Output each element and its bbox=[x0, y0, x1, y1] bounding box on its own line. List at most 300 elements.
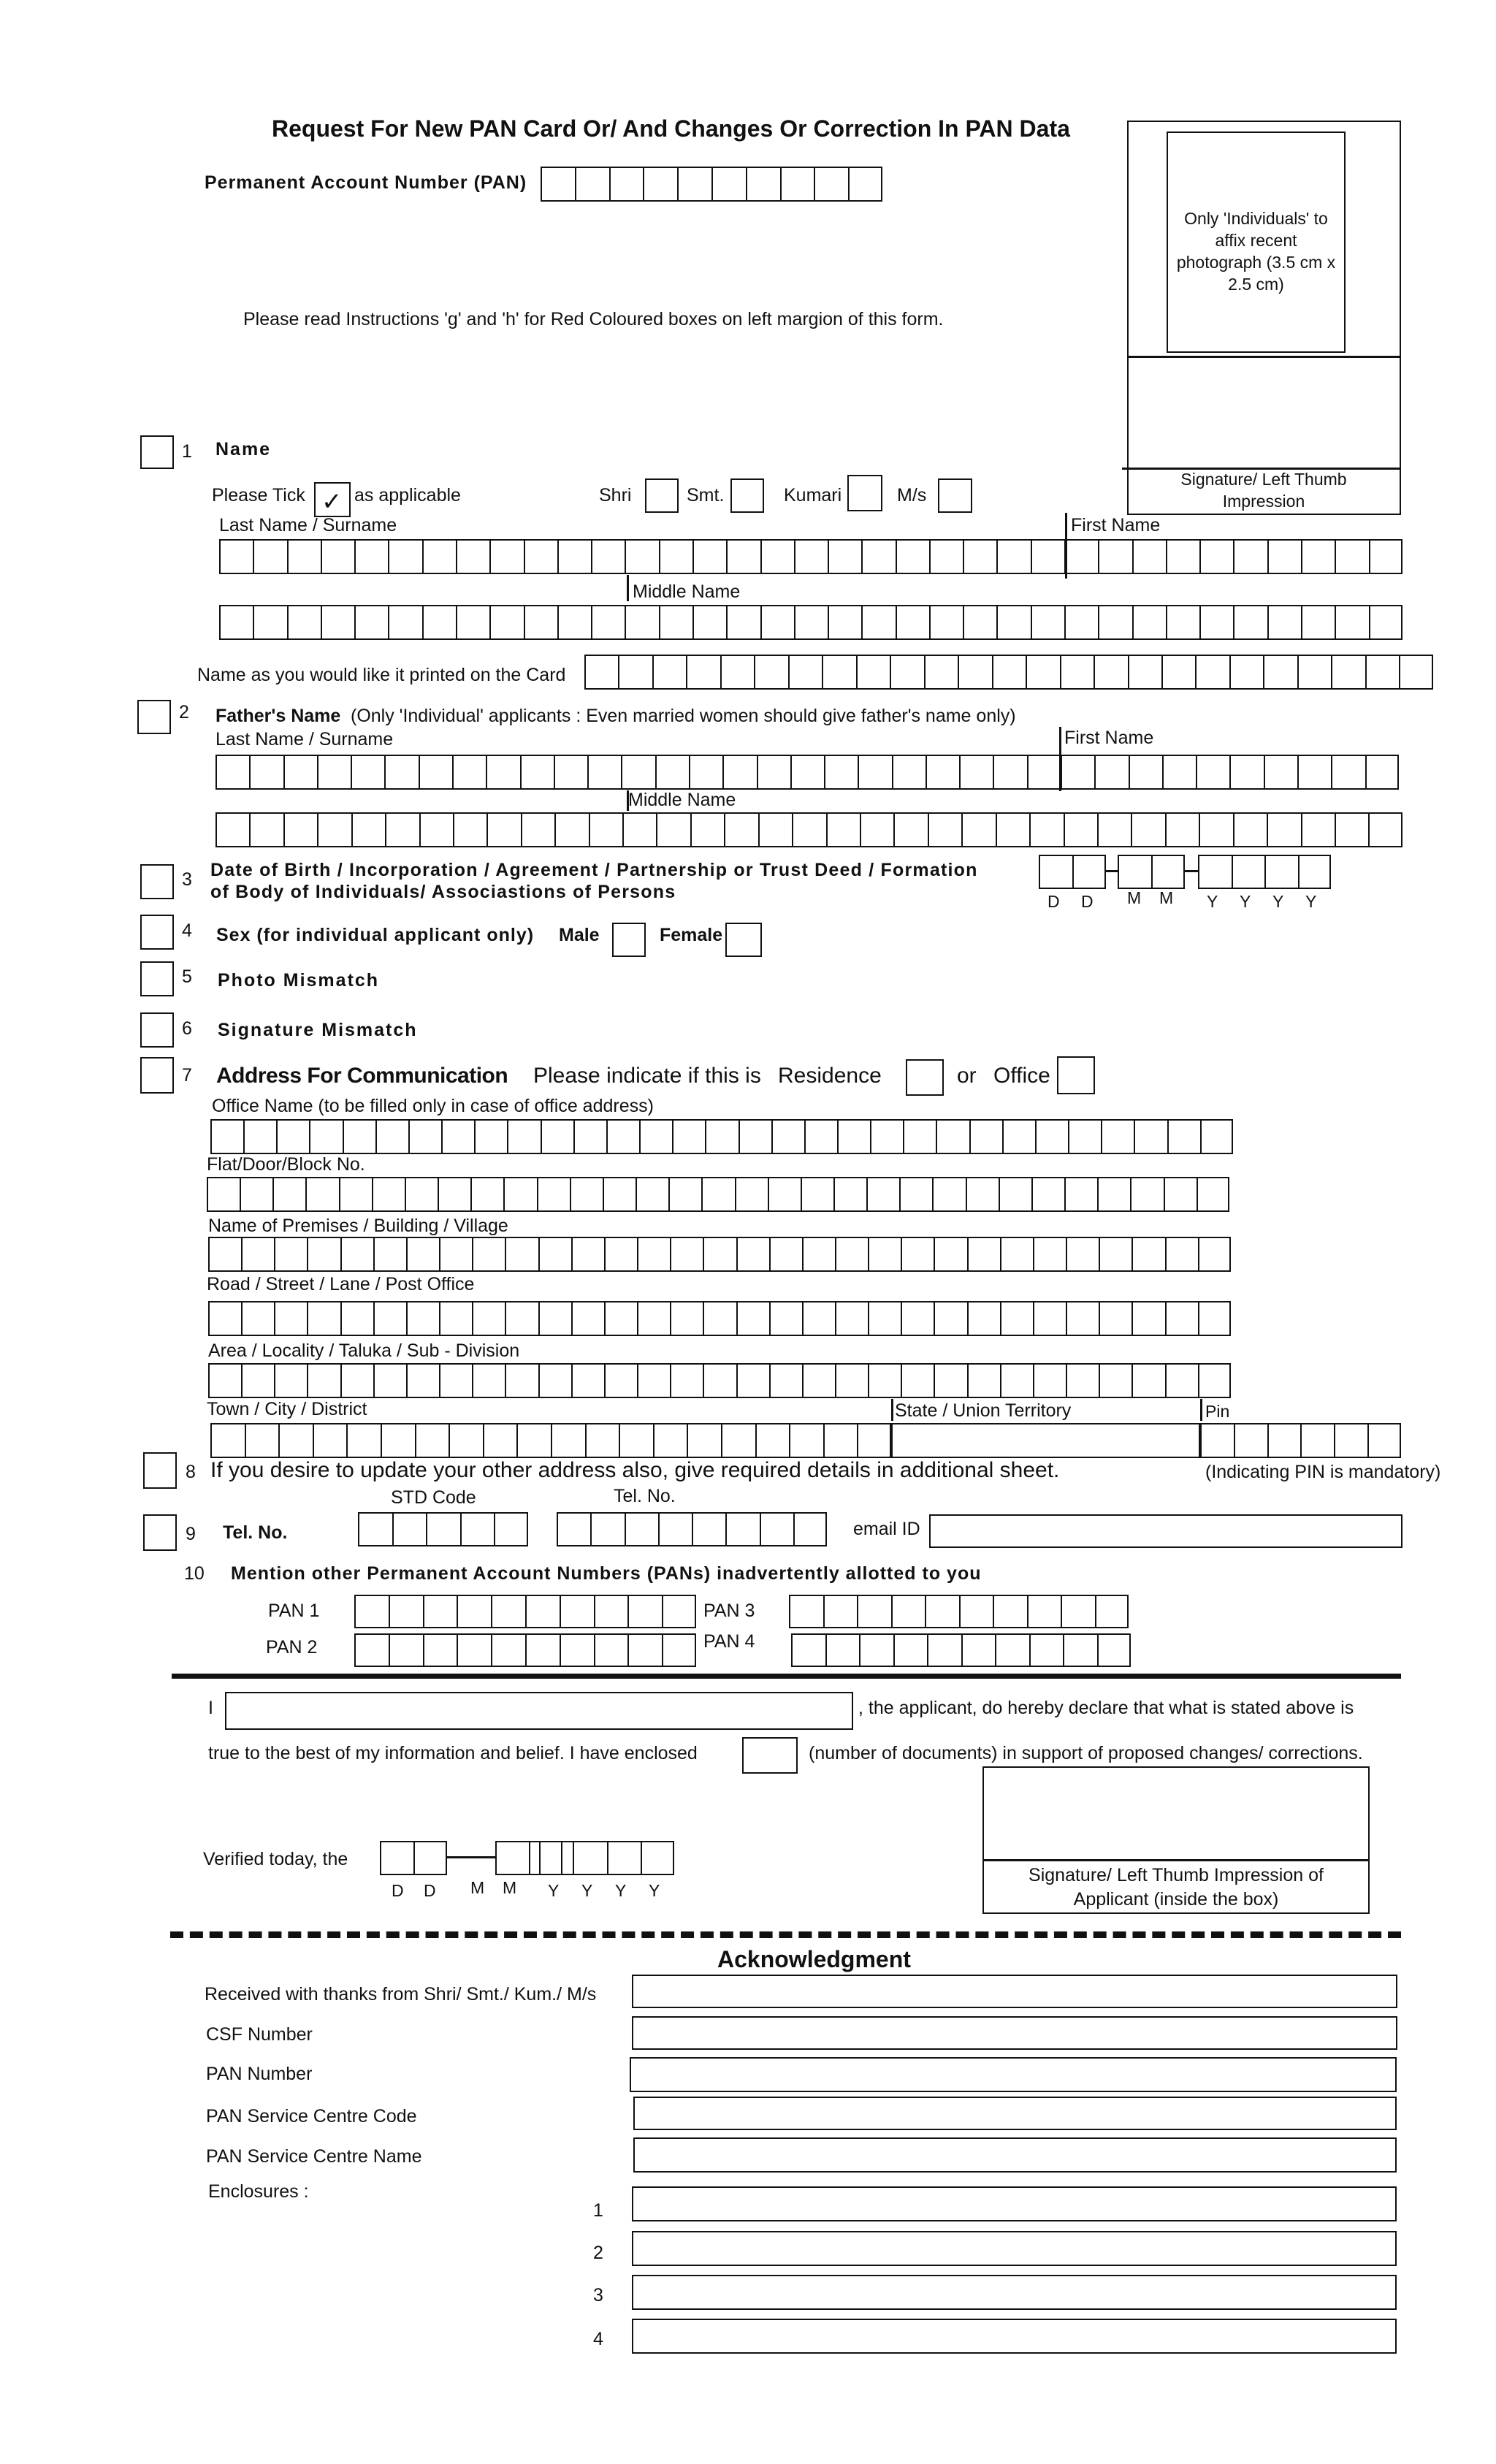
office-name-grid-cell[interactable] bbox=[210, 1119, 243, 1154]
office-name-grid-cell[interactable] bbox=[243, 1119, 276, 1154]
area-grid-cell[interactable] bbox=[538, 1363, 571, 1398]
pan-4-grid-cell[interactable] bbox=[859, 1633, 893, 1667]
pan-2-grid-cell[interactable] bbox=[627, 1633, 662, 1667]
flat-grid[interactable] bbox=[207, 1177, 1229, 1212]
area-grid-cell[interactable] bbox=[307, 1363, 340, 1398]
pin-grid[interactable] bbox=[1200, 1423, 1401, 1458]
office-name-grid-cell[interactable] bbox=[441, 1119, 474, 1154]
name-row-1-grid-cell[interactable] bbox=[896, 539, 929, 574]
father-name-row-1-grid-cell[interactable] bbox=[892, 755, 926, 790]
pan-3-grid-cell[interactable] bbox=[993, 1595, 1027, 1628]
town-grid-cell[interactable] bbox=[278, 1423, 313, 1458]
name-row-2-grid-cell[interactable] bbox=[692, 605, 726, 640]
premises-grid-cell[interactable] bbox=[241, 1237, 274, 1272]
town-grid-cell[interactable] bbox=[823, 1423, 858, 1458]
pan-3-grid-cell[interactable] bbox=[1061, 1595, 1095, 1628]
name-row-1-grid-cell[interactable] bbox=[321, 539, 354, 574]
area-grid-cell[interactable] bbox=[505, 1363, 538, 1398]
name-row-2-grid-cell[interactable] bbox=[996, 605, 1030, 640]
name-row-2-grid-cell[interactable] bbox=[489, 605, 523, 640]
name-row-2-grid-cell[interactable] bbox=[896, 605, 929, 640]
pan-input-grid-cell[interactable] bbox=[575, 167, 609, 202]
residence-checkbox[interactable] bbox=[906, 1059, 944, 1096]
flat-grid-cell[interactable] bbox=[207, 1177, 240, 1212]
tel-number-grid-cell[interactable] bbox=[725, 1512, 759, 1546]
premises-grid-cell[interactable] bbox=[1066, 1237, 1099, 1272]
flat-grid-cell[interactable] bbox=[603, 1177, 636, 1212]
pan-3-grid-cell[interactable] bbox=[857, 1595, 891, 1628]
father-name-row-1-grid[interactable] bbox=[215, 755, 1399, 790]
father-name-row-2-grid-cell[interactable] bbox=[1131, 812, 1164, 847]
std-code-grid-cell[interactable] bbox=[358, 1512, 392, 1546]
town-grid-cell[interactable] bbox=[415, 1423, 449, 1458]
road-grid-cell[interactable] bbox=[1099, 1301, 1131, 1336]
printed-name-grid-cell[interactable] bbox=[924, 655, 958, 690]
town-grid-cell[interactable] bbox=[483, 1423, 517, 1458]
father-name-row-2-grid-cell[interactable] bbox=[1064, 812, 1097, 847]
pan-input-grid-cell[interactable] bbox=[711, 167, 746, 202]
road-grid-cell[interactable] bbox=[802, 1301, 835, 1336]
name-row-1-grid-cell[interactable] bbox=[591, 539, 625, 574]
name-row-2-grid-cell[interactable] bbox=[524, 605, 557, 640]
office-name-grid-cell[interactable] bbox=[1167, 1119, 1200, 1154]
area-grid-cell[interactable] bbox=[835, 1363, 868, 1398]
flat-grid-cell[interactable] bbox=[899, 1177, 932, 1212]
road-grid-cell[interactable] bbox=[703, 1301, 736, 1336]
pan-2-grid-cell[interactable] bbox=[560, 1633, 594, 1667]
printed-name-grid-cell[interactable] bbox=[992, 655, 1026, 690]
printed-name-grid-cell[interactable] bbox=[1026, 655, 1059, 690]
dob-year-grid-cell[interactable] bbox=[1264, 855, 1298, 889]
printed-name-grid-cell[interactable] bbox=[1161, 655, 1195, 690]
printed-name-grid-cell[interactable] bbox=[1297, 655, 1331, 690]
verified-day-grid[interactable] bbox=[380, 1841, 447, 1875]
name-row-2-grid-cell[interactable] bbox=[1064, 605, 1098, 640]
road-grid-cell[interactable] bbox=[1000, 1301, 1033, 1336]
name-row-1-grid-cell[interactable] bbox=[287, 539, 321, 574]
name-row-2-grid[interactable] bbox=[219, 605, 1402, 640]
name-row-2-grid-cell[interactable] bbox=[219, 605, 253, 640]
pan-input-grid[interactable] bbox=[541, 167, 882, 202]
father-name-row-2-grid-cell[interactable] bbox=[249, 812, 283, 847]
flat-grid-cell[interactable] bbox=[833, 1177, 866, 1212]
pin-grid-cell[interactable] bbox=[1234, 1423, 1267, 1458]
pan-1-grid-cell[interactable] bbox=[525, 1595, 560, 1628]
pan-2-grid-cell[interactable] bbox=[423, 1633, 457, 1667]
name-row-1-grid[interactable] bbox=[219, 539, 1402, 574]
office-name-grid-cell[interactable] bbox=[936, 1119, 969, 1154]
female-checkbox[interactable] bbox=[725, 923, 762, 957]
father-name-row-2-grid-cell[interactable] bbox=[1301, 812, 1335, 847]
enclosure-3-input[interactable] bbox=[632, 2275, 1397, 2310]
town-grid-cell[interactable] bbox=[585, 1423, 619, 1458]
pan-1-grid-cell[interactable] bbox=[491, 1595, 525, 1628]
name-row-1-grid-cell[interactable] bbox=[794, 539, 828, 574]
printed-name-grid-cell[interactable] bbox=[1128, 655, 1161, 690]
printed-name-grid-cell[interactable] bbox=[618, 655, 652, 690]
pan-1-grid-cell[interactable] bbox=[627, 1595, 662, 1628]
tel-number-grid-cell[interactable] bbox=[793, 1512, 827, 1546]
office-name-grid-cell[interactable] bbox=[1101, 1119, 1134, 1154]
premises-grid-cell[interactable] bbox=[472, 1237, 505, 1272]
road-grid-cell[interactable] bbox=[472, 1301, 505, 1336]
pan-4-grid[interactable] bbox=[791, 1633, 1131, 1667]
town-grid-cell[interactable] bbox=[381, 1423, 415, 1458]
premises-grid-cell[interactable] bbox=[1131, 1237, 1164, 1272]
father-name-row-1-grid-cell[interactable] bbox=[452, 755, 486, 790]
area-grid-cell[interactable] bbox=[637, 1363, 670, 1398]
flat-grid-cell[interactable] bbox=[768, 1177, 801, 1212]
road-grid-cell[interactable] bbox=[637, 1301, 670, 1336]
flat-grid-cell[interactable] bbox=[932, 1177, 965, 1212]
printed-name-grid-cell[interactable] bbox=[686, 655, 720, 690]
town-grid-cell[interactable] bbox=[687, 1423, 721, 1458]
name-row-1-grid-cell[interactable] bbox=[625, 539, 658, 574]
flat-grid-cell[interactable] bbox=[1197, 1177, 1229, 1212]
office-name-grid-cell[interactable] bbox=[1068, 1119, 1101, 1154]
father-name-row-2-grid-cell[interactable] bbox=[656, 812, 690, 847]
dob-year-grid-cell[interactable] bbox=[1298, 855, 1332, 889]
name-row-2-grid-cell[interactable] bbox=[253, 605, 286, 640]
father-name-row-2-grid[interactable] bbox=[215, 812, 1402, 847]
printed-name-grid-cell[interactable] bbox=[856, 655, 890, 690]
premises-grid-cell[interactable] bbox=[637, 1237, 670, 1272]
road-grid-cell[interactable] bbox=[967, 1301, 1000, 1336]
father-name-row-2-grid-cell[interactable] bbox=[826, 812, 860, 847]
pan-2-grid-cell[interactable] bbox=[389, 1633, 423, 1667]
father-name-row-2-grid-cell[interactable] bbox=[1335, 812, 1368, 847]
area-grid-cell[interactable] bbox=[901, 1363, 934, 1398]
pan-1-grid-cell[interactable] bbox=[354, 1595, 389, 1628]
road-grid-cell[interactable] bbox=[769, 1301, 802, 1336]
pin-grid-cell[interactable] bbox=[1267, 1423, 1301, 1458]
area-grid-cell[interactable] bbox=[604, 1363, 637, 1398]
office-name-grid[interactable] bbox=[210, 1119, 1233, 1154]
name-row-1-grid-cell[interactable] bbox=[659, 539, 692, 574]
father-name-row-1-grid-cell[interactable] bbox=[621, 755, 654, 790]
area-grid-cell[interactable] bbox=[769, 1363, 802, 1398]
road-grid-cell[interactable] bbox=[1165, 1301, 1198, 1336]
premises-grid-cell[interactable] bbox=[505, 1237, 538, 1272]
father-name-row-1-grid-cell[interactable] bbox=[486, 755, 519, 790]
name-row-1-grid-cell[interactable] bbox=[524, 539, 557, 574]
flat-grid-cell[interactable] bbox=[339, 1177, 372, 1212]
father-name-row-1-grid-cell[interactable] bbox=[959, 755, 993, 790]
dob-day-grid-cell[interactable] bbox=[1039, 855, 1072, 889]
father-name-row-1-grid-cell[interactable] bbox=[1331, 755, 1365, 790]
flat-grid-cell[interactable] bbox=[305, 1177, 338, 1212]
printed-name-grid-cell[interactable] bbox=[890, 655, 923, 690]
premises-grid-cell[interactable] bbox=[901, 1237, 934, 1272]
centre-name-input[interactable] bbox=[633, 2137, 1397, 2173]
pan-3-grid-cell[interactable] bbox=[823, 1595, 858, 1628]
name-row-2-grid-cell[interactable] bbox=[321, 605, 354, 640]
premises-grid-cell[interactable] bbox=[967, 1237, 1000, 1272]
road-grid-cell[interactable] bbox=[439, 1301, 472, 1336]
verified-year-grid-cell[interactable] bbox=[607, 1841, 641, 1875]
flat-grid-cell[interactable] bbox=[503, 1177, 536, 1212]
premises-grid-cell[interactable] bbox=[604, 1237, 637, 1272]
pan-2-grid-cell[interactable] bbox=[525, 1633, 560, 1667]
pan-input-grid-cell[interactable] bbox=[848, 167, 882, 202]
declarant-name-input[interactable] bbox=[225, 1692, 853, 1730]
office-name-grid-cell[interactable] bbox=[969, 1119, 1002, 1154]
name-row-2-grid-cell[interactable] bbox=[963, 605, 996, 640]
pan-3-grid-cell[interactable] bbox=[959, 1595, 993, 1628]
office-name-grid-cell[interactable] bbox=[837, 1119, 870, 1154]
pan-4-grid-cell[interactable] bbox=[825, 1633, 860, 1667]
father-name-row-2-grid-cell[interactable] bbox=[283, 812, 317, 847]
area-grid-cell[interactable] bbox=[802, 1363, 835, 1398]
office-name-grid-cell[interactable] bbox=[771, 1119, 804, 1154]
name-row-1-grid-cell[interactable] bbox=[388, 539, 421, 574]
name-row-2-grid-cell[interactable] bbox=[388, 605, 421, 640]
father-name-row-1-grid-cell[interactable] bbox=[757, 755, 790, 790]
premises-grid-cell[interactable] bbox=[703, 1237, 736, 1272]
office-name-grid-cell[interactable] bbox=[903, 1119, 936, 1154]
town-grid-cell[interactable] bbox=[857, 1423, 891, 1458]
road-grid-cell[interactable] bbox=[241, 1301, 274, 1336]
std-code-grid-cell[interactable] bbox=[494, 1512, 528, 1546]
road-grid-cell[interactable] bbox=[571, 1301, 604, 1336]
name-row-2-grid-cell[interactable] bbox=[1166, 605, 1199, 640]
printed-name-grid[interactable] bbox=[584, 655, 1433, 690]
father-name-row-2-grid-cell[interactable] bbox=[486, 812, 520, 847]
premises-grid-cell[interactable] bbox=[802, 1237, 835, 1272]
dob-month-grid-cell[interactable] bbox=[1151, 855, 1185, 889]
flat-grid-cell[interactable] bbox=[470, 1177, 503, 1212]
pan-3-grid-cell[interactable] bbox=[891, 1595, 926, 1628]
name-row-2-grid-cell[interactable] bbox=[1369, 605, 1402, 640]
printed-name-grid-cell[interactable] bbox=[1263, 655, 1297, 690]
father-name-row-1-grid-cell[interactable] bbox=[283, 755, 317, 790]
father-name-row-2-grid-cell[interactable] bbox=[419, 812, 453, 847]
office-name-grid-cell[interactable] bbox=[804, 1119, 837, 1154]
father-name-row-1-grid-cell[interactable] bbox=[655, 755, 689, 790]
pan-2-grid-cell[interactable] bbox=[662, 1633, 696, 1667]
area-grid[interactable] bbox=[208, 1363, 1231, 1398]
office-name-grid-cell[interactable] bbox=[1134, 1119, 1167, 1154]
flat-grid-cell[interactable] bbox=[735, 1177, 768, 1212]
road-grid[interactable] bbox=[208, 1301, 1231, 1336]
father-name-row-1-grid-cell[interactable] bbox=[1229, 755, 1263, 790]
dob-day-grid-cell[interactable] bbox=[1072, 855, 1106, 889]
flat-grid-cell[interactable] bbox=[801, 1177, 833, 1212]
name-row-1-grid-cell[interactable] bbox=[456, 539, 489, 574]
father-name-row-2-grid-cell[interactable] bbox=[690, 812, 724, 847]
printed-name-grid-cell[interactable] bbox=[1060, 655, 1094, 690]
printed-name-grid-cell[interactable] bbox=[822, 655, 855, 690]
pan-3-grid-cell[interactable] bbox=[789, 1595, 823, 1628]
name-row-2-grid-cell[interactable] bbox=[1267, 605, 1301, 640]
area-grid-cell[interactable] bbox=[1198, 1363, 1231, 1398]
area-grid-cell[interactable] bbox=[703, 1363, 736, 1398]
town-grid[interactable] bbox=[210, 1423, 891, 1458]
tel-number-grid-cell[interactable] bbox=[590, 1512, 624, 1546]
tel-number-grid-cell[interactable] bbox=[692, 1512, 725, 1546]
town-grid-cell[interactable] bbox=[653, 1423, 687, 1458]
father-name-row-1-grid-cell[interactable] bbox=[926, 755, 959, 790]
area-grid-cell[interactable] bbox=[340, 1363, 373, 1398]
town-grid-cell[interactable] bbox=[619, 1423, 653, 1458]
father-name-row-2-grid-cell[interactable] bbox=[521, 812, 554, 847]
tel-number-grid-cell[interactable] bbox=[625, 1512, 658, 1546]
name-row-1-grid-cell[interactable] bbox=[1064, 539, 1098, 574]
pan-2-grid-cell[interactable] bbox=[457, 1633, 491, 1667]
premises-grid-cell[interactable] bbox=[406, 1237, 439, 1272]
verified-year-grid-cell[interactable] bbox=[539, 1841, 573, 1875]
father-name-row-2-grid-cell[interactable] bbox=[860, 812, 893, 847]
pan-input-grid-cell[interactable] bbox=[677, 167, 711, 202]
road-grid-cell[interactable] bbox=[406, 1301, 439, 1336]
verified-year-grid[interactable] bbox=[539, 1841, 674, 1875]
email-input[interactable] bbox=[929, 1514, 1402, 1548]
town-grid-cell[interactable] bbox=[245, 1423, 279, 1458]
town-grid-cell[interactable] bbox=[313, 1423, 347, 1458]
pan-input-grid-cell[interactable] bbox=[746, 167, 780, 202]
pan-1-grid-cell[interactable] bbox=[662, 1595, 696, 1628]
tel-number-grid-cell[interactable] bbox=[760, 1512, 793, 1546]
father-name-row-2-grid-cell[interactable] bbox=[622, 812, 656, 847]
office-name-grid-cell[interactable] bbox=[375, 1119, 408, 1154]
pin-grid-cell[interactable] bbox=[1367, 1423, 1401, 1458]
flat-grid-cell[interactable] bbox=[1164, 1177, 1197, 1212]
area-grid-cell[interactable] bbox=[439, 1363, 472, 1398]
pan-input-grid-cell[interactable] bbox=[814, 167, 848, 202]
name-row-1-grid-cell[interactable] bbox=[422, 539, 456, 574]
father-name-row-2-grid-cell[interactable] bbox=[1368, 812, 1402, 847]
town-grid-cell[interactable] bbox=[210, 1423, 245, 1458]
pan-2-grid-cell[interactable] bbox=[354, 1633, 389, 1667]
father-name-row-2-grid-cell[interactable] bbox=[961, 812, 995, 847]
office-name-grid-cell[interactable] bbox=[507, 1119, 540, 1154]
road-grid-cell[interactable] bbox=[934, 1301, 966, 1336]
dob-month-grid[interactable] bbox=[1118, 855, 1185, 889]
office-name-grid-cell[interactable] bbox=[639, 1119, 672, 1154]
father-name-row-2-grid-cell[interactable] bbox=[724, 812, 757, 847]
dob-year-grid-cell[interactable] bbox=[1198, 855, 1232, 889]
name-row-2-grid-cell[interactable] bbox=[354, 605, 388, 640]
name-row-1-grid-cell[interactable] bbox=[253, 539, 286, 574]
pan-4-grid-cell[interactable] bbox=[1063, 1633, 1097, 1667]
name-row-1-grid-cell[interactable] bbox=[354, 539, 388, 574]
name-row-2-grid-cell[interactable] bbox=[1031, 605, 1064, 640]
town-grid-cell[interactable] bbox=[516, 1423, 551, 1458]
father-name-row-1-grid-cell[interactable] bbox=[1264, 755, 1297, 790]
father-name-row-1-grid-cell[interactable] bbox=[1297, 755, 1331, 790]
name-row-2-grid-cell[interactable] bbox=[591, 605, 625, 640]
premises-grid-cell[interactable] bbox=[307, 1237, 340, 1272]
flat-grid-cell[interactable] bbox=[636, 1177, 668, 1212]
name-row-1-grid-cell[interactable] bbox=[219, 539, 253, 574]
flat-grid-cell[interactable] bbox=[966, 1177, 999, 1212]
name-row-2-grid-cell[interactable] bbox=[557, 605, 591, 640]
pan-1-grid-cell[interactable] bbox=[560, 1595, 594, 1628]
father-name-row-1-grid-cell[interactable] bbox=[419, 755, 452, 790]
pan-3-grid[interactable] bbox=[789, 1595, 1129, 1628]
father-name-row-1-grid-cell[interactable] bbox=[1027, 755, 1061, 790]
pin-grid-cell[interactable] bbox=[1300, 1423, 1334, 1458]
name-row-2-grid-cell[interactable] bbox=[456, 605, 489, 640]
title-kumari-checkbox[interactable] bbox=[847, 475, 882, 511]
printed-name-grid-cell[interactable] bbox=[652, 655, 686, 690]
father-name-row-2-grid-cell[interactable] bbox=[385, 812, 419, 847]
pan-4-grid-cell[interactable] bbox=[791, 1633, 825, 1667]
father-name-row-2-grid-cell[interactable] bbox=[554, 812, 588, 847]
father-name-row-2-grid-cell[interactable] bbox=[928, 812, 961, 847]
std-code-grid-cell[interactable] bbox=[392, 1512, 427, 1546]
father-name-row-2-grid-cell[interactable] bbox=[215, 812, 249, 847]
name-row-2-grid-cell[interactable] bbox=[794, 605, 828, 640]
premises-grid-cell[interactable] bbox=[274, 1237, 307, 1272]
premises-grid[interactable] bbox=[208, 1237, 1231, 1272]
father-name-row-1-grid-cell[interactable] bbox=[824, 755, 858, 790]
road-grid-cell[interactable] bbox=[538, 1301, 571, 1336]
father-name-row-1-grid-cell[interactable] bbox=[722, 755, 756, 790]
printed-name-grid-cell[interactable] bbox=[584, 655, 618, 690]
pan-input-grid-cell[interactable] bbox=[609, 167, 644, 202]
pan-2-grid[interactable] bbox=[354, 1633, 696, 1667]
road-grid-cell[interactable] bbox=[868, 1301, 901, 1336]
premises-grid-cell[interactable] bbox=[736, 1237, 769, 1272]
town-grid-cell[interactable] bbox=[755, 1423, 790, 1458]
name-row-1-grid-cell[interactable] bbox=[1301, 539, 1335, 574]
name-row-1-grid-cell[interactable] bbox=[1199, 539, 1233, 574]
premises-grid-cell[interactable] bbox=[373, 1237, 406, 1272]
town-grid-cell[interactable] bbox=[346, 1423, 381, 1458]
verified-year-grid-cell[interactable] bbox=[641, 1841, 674, 1875]
father-name-row-1-grid-cell[interactable] bbox=[1162, 755, 1196, 790]
title-smt-checkbox[interactable] bbox=[730, 478, 764, 513]
flat-grid-cell[interactable] bbox=[537, 1177, 570, 1212]
name-row-2-grid-cell[interactable] bbox=[760, 605, 794, 640]
name-row-1-grid-cell[interactable] bbox=[929, 539, 963, 574]
office-name-grid-cell[interactable] bbox=[474, 1119, 507, 1154]
std-code-grid-cell[interactable] bbox=[460, 1512, 495, 1546]
premises-grid-cell[interactable] bbox=[1099, 1237, 1131, 1272]
father-name-row-2-grid-cell[interactable] bbox=[1199, 812, 1232, 847]
father-name-row-1-grid-cell[interactable] bbox=[1196, 755, 1229, 790]
father-name-row-1-grid-cell[interactable] bbox=[554, 755, 587, 790]
name-row-2-grid-cell[interactable] bbox=[1335, 605, 1368, 640]
father-name-row-2-grid-cell[interactable] bbox=[1097, 812, 1131, 847]
road-grid-cell[interactable] bbox=[1198, 1301, 1231, 1336]
area-grid-cell[interactable] bbox=[1000, 1363, 1033, 1398]
name-row-1-grid-cell[interactable] bbox=[557, 539, 591, 574]
area-grid-cell[interactable] bbox=[241, 1363, 274, 1398]
printed-name-grid-cell[interactable] bbox=[1195, 655, 1229, 690]
flat-grid-cell[interactable] bbox=[570, 1177, 603, 1212]
name-row-1-grid-cell[interactable] bbox=[828, 539, 861, 574]
dob-year-grid-cell[interactable] bbox=[1232, 855, 1265, 889]
name-row-2-grid-cell[interactable] bbox=[1199, 605, 1233, 640]
premises-grid-cell[interactable] bbox=[538, 1237, 571, 1272]
pan-input-grid-cell[interactable] bbox=[643, 167, 677, 202]
printed-name-grid-cell[interactable] bbox=[1365, 655, 1399, 690]
father-name-row-1-grid-cell[interactable] bbox=[790, 755, 824, 790]
printed-name-grid-cell[interactable] bbox=[788, 655, 822, 690]
area-grid-cell[interactable] bbox=[1066, 1363, 1099, 1398]
name-row-1-grid-cell[interactable] bbox=[1166, 539, 1199, 574]
pan-1-grid[interactable] bbox=[354, 1595, 696, 1628]
road-grid-cell[interactable] bbox=[736, 1301, 769, 1336]
father-name-row-1-grid-cell[interactable] bbox=[1094, 755, 1128, 790]
flat-grid-cell[interactable] bbox=[1031, 1177, 1064, 1212]
name-row-1-grid-cell[interactable] bbox=[1369, 539, 1402, 574]
tel-number-grid[interactable] bbox=[557, 1512, 827, 1546]
name-row-1-grid-cell[interactable] bbox=[760, 539, 794, 574]
name-row-2-grid-cell[interactable] bbox=[828, 605, 861, 640]
